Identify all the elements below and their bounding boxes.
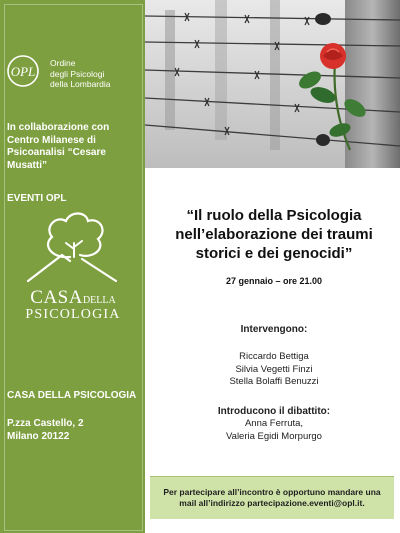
event-date: 27 gennaio – ore 21.00 [225,276,323,286]
org-line: della Lombardia [50,79,111,89]
sidebar [0,0,145,533]
casa-word: CASA [30,287,83,308]
intro-name: Anna Ferruta, [244,418,304,429]
intro-name: Valeria Egidi Morpurgo [226,430,322,442]
collab-line: Centro Milanese di [7,134,96,146]
background-post [215,0,227,140]
collab-line: Psicoanalisi “Cesare [7,147,106,158]
background-post [270,0,280,150]
title-line: storici e dei genocidi” [195,245,353,262]
org-line: degli Psicologi [50,68,105,79]
introduction-block [148,405,400,443]
insulator [315,13,331,25]
background-post [165,10,175,130]
address-line: P.zza Castello, 2 [7,418,84,429]
barbed-wire-rose-photo [145,0,400,168]
speakers-heading-block [148,323,400,336]
speaker-name: Silvia Vegetti Finzi [235,363,313,375]
casa-title [8,287,138,309]
speaker-name: Stella Bolaffi Benuzzi [229,376,319,387]
opl-logo-letters: OPL [10,64,36,79]
registration-line: Per partecipare all’incontro è opportuno mandare una [163,487,381,497]
psicologia-word: PSICOLOGIA [25,307,121,322]
org-line: Ordine [50,58,76,68]
collab-line: Musatti” [7,159,47,171]
registration-line: mail all’indirizzo partecipazione.eventi@opl.it. [179,498,365,508]
org-name [50,58,110,90]
venue-address [7,418,139,443]
venue-name: CASA DELLA PSICOLOGIA [7,390,137,401]
house-tree-logo-icon [22,205,122,285]
title-line: nell’elaborazione dei traumi [175,226,373,243]
title-line: “Il ruolo della Psicologia [186,207,362,224]
event-title [148,206,400,263]
opl-logo-icon [6,54,40,88]
della-word: DELLA [82,295,116,306]
intro-heading: Introducono il dibattito: [217,406,331,417]
eventi-label: EVENTI OPL [7,193,67,204]
registration-text [150,477,394,509]
speaker-name: Riccardo Bettiga [239,351,309,362]
speakers-heading: Intervengono: [240,324,308,335]
insulator [316,134,330,146]
collaboration-text [7,122,139,172]
address-line: Milano 20122 [7,430,70,442]
speakers-list [148,351,400,389]
registration-box [150,476,394,519]
collab-line: In collaborazione con [7,122,110,133]
